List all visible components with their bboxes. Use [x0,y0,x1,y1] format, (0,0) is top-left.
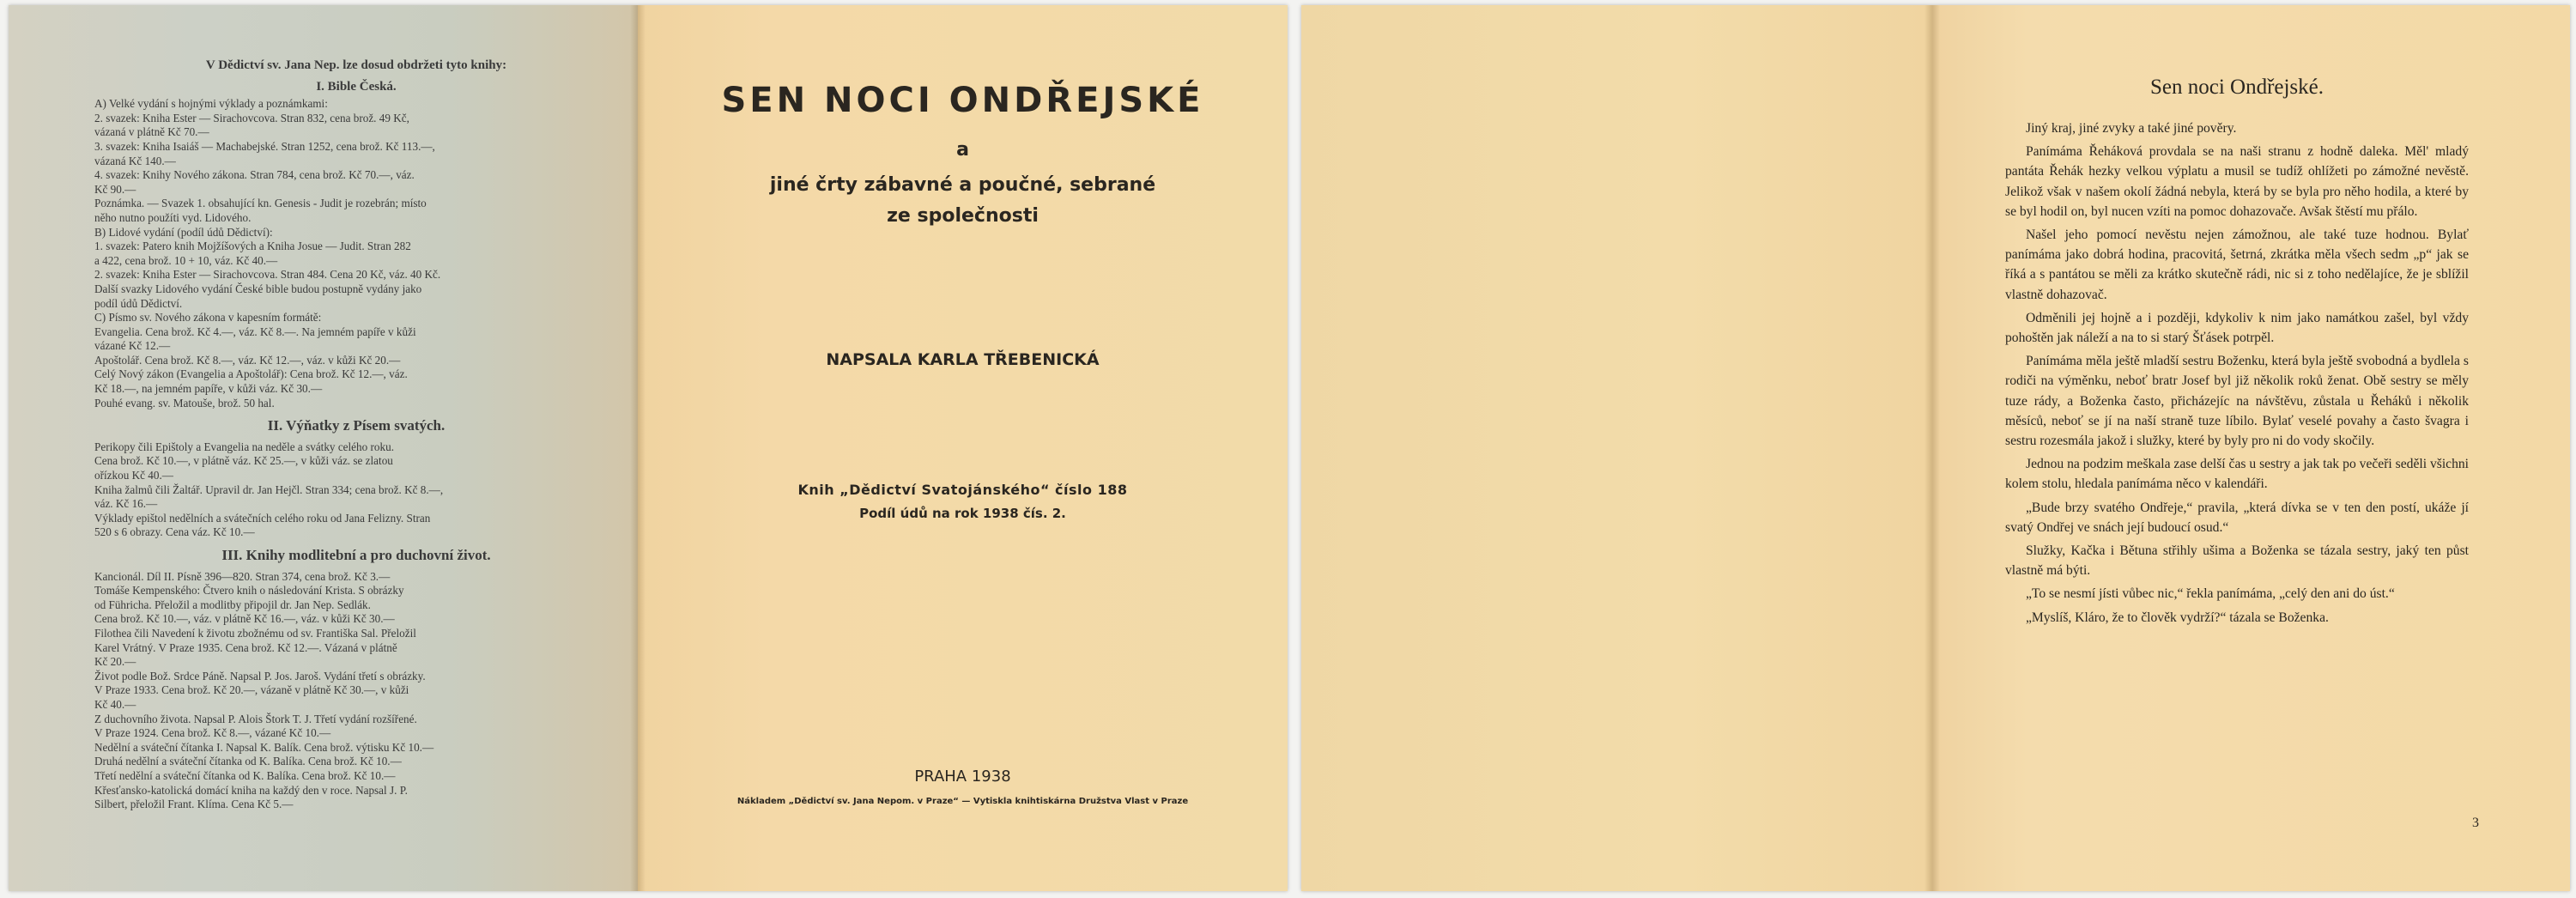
book-advertisement-list [94,58,618,812]
advert-line: Kč 90.— [94,182,136,196]
section-heading: III. Knihy modlitební a pro duchovní život. [221,547,491,563]
advert-line: Tomáše Kempenského: Čtvero knih o následování Krista. S obrázky [94,584,404,598]
story-paragraph: Odměnili jej hojně a i později, kdykoliv k nim jako namátkou zašel, byl vždy pohoštěn jak náleží a na to si starý Šťásek potrpěl. [2005,310,2469,346]
city-year: PRAHA 1938 [914,768,1011,786]
book-title: SEN NOCI ONDŘEJSKÉ [721,81,1204,120]
gutter-shadow [1924,5,1940,891]
advert-line: Kč 18.—, na jemném papíře, v kůži váz. Kč 30.— [94,382,323,396]
story-paragraph: Jiný kraj, jiné zvyky a také jiné pověry. [2026,121,2237,136]
advert-line: Cena brož. Kč 10.—, váz. v plátně Kč 16.—, váz. v kůži Kč 30.— [94,612,395,626]
series-line: Knih „Dědictví Svatojánského“ číslo 188 [797,482,1128,498]
advert-line: vázané Kč 12.— [94,339,171,353]
advert-line: Apoštolář. Cena brož. Kč 8.—, váz. Kč 12.—, váz. v kůži Kč 20.— [94,353,401,367]
title-conjunction: a [956,139,969,161]
imprint-line: Nákladem „Dědictví sv. Jana Nepom. v Praze“ — Vytiskla knihtiskárna Družstva Vlast v Praze [736,797,1189,806]
advert-line: V Praze 1924. Cena brož. Kč 8.—, vázané Kč 10.— [94,726,331,740]
advert-line: Cena brož. Kč 10.—, v plátně váz. Kč 25.—, v kůži váz. se zlatou [94,454,393,468]
advert-line: Filothea čili Navedení k životu zbožnému od sv. Františka Sal. Přeložil [94,626,416,640]
story-heading: Sen noci Ondřejské. [2149,76,2324,99]
advert-line: Celý Nový zákon (Evangelia a Apoštolář): Cena brož. Kč 12.—, váz. [94,367,408,381]
advert-line: 3. svazek: Kniha Isaiáš — Machabejské. Stran 1252, cena brož. Kč 113.—, [94,139,435,153]
author-line: NAPSALA KARLA TŘEBENICKÁ [826,350,1100,369]
advert-line: ořízkou Kč 40.— [94,469,173,482]
advert-line: Evangelia. Cena brož. Kč 4.—, váz. Kč 8.—. Na jemném papíře v kůži [94,325,416,338]
story-paragraph: Panímáma Řeháková provdala se na naši stranu z hodně daleka. Měl' mladý pantáta Řehák hezky velkou výplatu a musil se tudíž ohlížeti po zámožné nevěstě. Jelikož však v našem okolí žádná nebyla, která by se byla pro něho hodila, a které by se byl hodil on, byl nucen vzíti na pomoc dohazovače. Avšak štěstí mu přálo. [2005,144,2469,219]
advert-line: Kč 20.— [94,655,136,669]
advert-line: Kniha žalmů čili Žaltář. Upravil dr. Jan Hejčl. Stran 334; cena brož. Kč 8.—, [94,482,444,496]
advert-line: vázaná Kč 140.— [94,154,176,167]
advert-line: Kč 40.— [94,697,136,711]
story-paragraph: Našel jeho pomocí nevěstu nejen zámožnou, ale také tuze hodnou. Bylať panímáma jako dobrá hodina, pracovitá, šetrná, zkrátka měla všech sedm „p“ jak se říká a s pantátou se měli za krátko skutečně rádi, nic si z toho nedělajíce, že je sblížil vlastně dohazovač. [2005,228,2469,302]
advert-line: Pouhé evang. sv. Matouše, brož. 50 hal. [94,396,275,410]
section-entries [94,440,618,540]
advert-line: vázaná v plátně Kč 70.— [94,125,209,139]
advert-line: Perikopy čili Epištoly a Evangelia na neděle a svátky celého roku. [94,440,394,453]
advert-line: Další svazky Lidového vydání České bible budou postupně vydány jako [94,282,422,295]
subtitle-line: ze společnosti [887,205,1039,227]
story-paragraph: Služky, Kačka i Bětuna střihly ušima a Boženka se tázala sestry, jaký ten půst vlastně má býti. [2005,543,2469,579]
advert-line: 4. svazek: Knihy Nového zákona. Stran 784, cena brož. Kč 70.—, váz. [94,168,415,182]
advert-line: B) Lidové vydání (podíl údů Dědictví): [94,225,273,239]
story-paragraph: „Bude brzy svatého Ondřeje,“ pravila, „která dívka se v ten den postí, ukáže jí svatý Ondřej ve snách její budoucí osud.“ [2005,500,2469,535]
story-text [2005,76,2469,631]
section-entries [94,97,618,410]
advert-line: Výklady epištol nedělních a svátečních celého roku od Jana Felizny. Stran [94,511,431,525]
advert-line: 1. svazek: Patero knih Mojžíšových a Kniha Josue — Judit. Stran 282 [94,240,411,253]
advert-line: váz. Kč 16.— [94,497,158,511]
advert-line: A) Velké vydání s hojnými výklady a poznámkami: [94,97,328,111]
advert-line: Kancionál. Díl II. Písně 396—820. Stran 374, cena brož. Kč 3.— [94,569,391,583]
advert-line: C) Písmo sv. Nového zákona v kapesním formátě: [94,311,322,325]
page-number: 3 [2472,816,2479,830]
story-paragraphs [2005,118,2469,628]
story-paragraph: „Myslíš, Kláro, že to člověk vydrží?“ tázala se Boženka. [2026,610,2329,625]
advert-line: Silbert, přeložil Frant. Klíma. Cena Kč 5.— [94,798,294,811]
advert-line: podíl údů Dědictví. [94,296,183,310]
story-paragraph: Jednou na podzim meškala zase delší čas u sestry a jak tak po večeři seděli všichni kolem stolu, hledala panímáma něco v kalendáři. [2005,457,2469,492]
advert-line: Křesťansko-katolická domácí kniha na každý den v roce. Napsal J. P. [94,783,408,797]
advert-line: Poznámka. — Svazek 1. obsahující kn. Genesis - Judit je rozebrán; místo [94,197,427,210]
advert-line: 520 s 6 obrazy. Cena váz. Kč 10.— [94,525,255,539]
title-page [638,5,1288,891]
advert-line: V Praze 1933. Cena brož. Kč 20.—, vázaně v plátně Kč 30.—, v kůži [94,683,409,697]
section-heading: II. Výňatky z Písem svatých. [267,417,445,434]
advert-line: Nedělní a sváteční čítanka I. Napsal K. Balík. Cena brož. výtisku Kč 10.— [94,740,434,754]
subtitle-line: jiné črty zábavné a poučné, sebrané [769,174,1156,196]
advert-line: Z duchovního života. Napsal P. Alois Štork T. J. Třetí vydání rozšířené. [94,712,417,725]
advert-line: Karel Vrátný. V Praze 1935. Cena brož. Kč 12.—. Vázaná v plátně [94,640,397,654]
advert-line: Třetí nedělní a sváteční čítanka od K. Balíka. Cena brož. Kč 10.— [94,768,396,782]
series-line: Podíl údů na rok 1938 čís. 2. [859,506,1066,521]
book-subtitle [638,170,1288,232]
advert-line: 2. svazek: Kniha Ester — Sirachovcova. Stran 832, cena brož. 49 Kč, [94,111,409,124]
advert-line: Druhá nedělní a sváteční čítanka od K. Balíka. Cena brož. Kč 10.— [94,755,402,768]
advert-line: a 422, cena brož. 10 + 10, váz. Kč 40.— [94,253,278,267]
story-paragraph: Panímáma měla ještě mladší sestru Boženku, která byla ještě svobodná a bydlela s rodiči na výměnku, neboť bratr Josef byl již několik roků ženat. Obě sestry se měly tuze rády, a Boženka často, přicházejíc na návštěvu, zůstala u Řeháků i několik měsíců, neboť se jí na naší straně tuze líbilo. Bylať veselé povahy a často švagra i sestru rozesmála jakož i služky, které by byly pro ni do vody skočily. [2005,354,2469,449]
advert-line: 2. svazek: Kniha Ester — Sirachovcova. Stran 484. Cena 20 Kč, váz. 40 Kč. [94,268,441,282]
advert-line: Život podle Bož. Srdce Páně. Napsal P. Jos. Jaroš. Vydání třetí s obrázky. [94,669,426,683]
advert-heading: V Dědictví sv. Jana Nep. lze dosud obdržeti tyto knihy: [205,58,507,72]
advert-line: něho nutno použíti vyd. Lidového. [94,210,252,224]
advert-line: od Führicha. Přeložil a modlitby připojil dr. Jan Nep. Sedlák. [94,598,371,611]
story-paragraph: „To se nesmí jísti vůbec nic,“ řekla panímáma, „celý den ani do úst.“ [2026,586,2395,602]
blank-verso-page [1301,5,1932,891]
right-book-spread [1301,5,2570,891]
section-entries [94,570,618,812]
section-heading: I. Bible Česká. [316,79,397,94]
gutter-shadow [630,5,646,891]
left-book-spread [9,5,1288,891]
